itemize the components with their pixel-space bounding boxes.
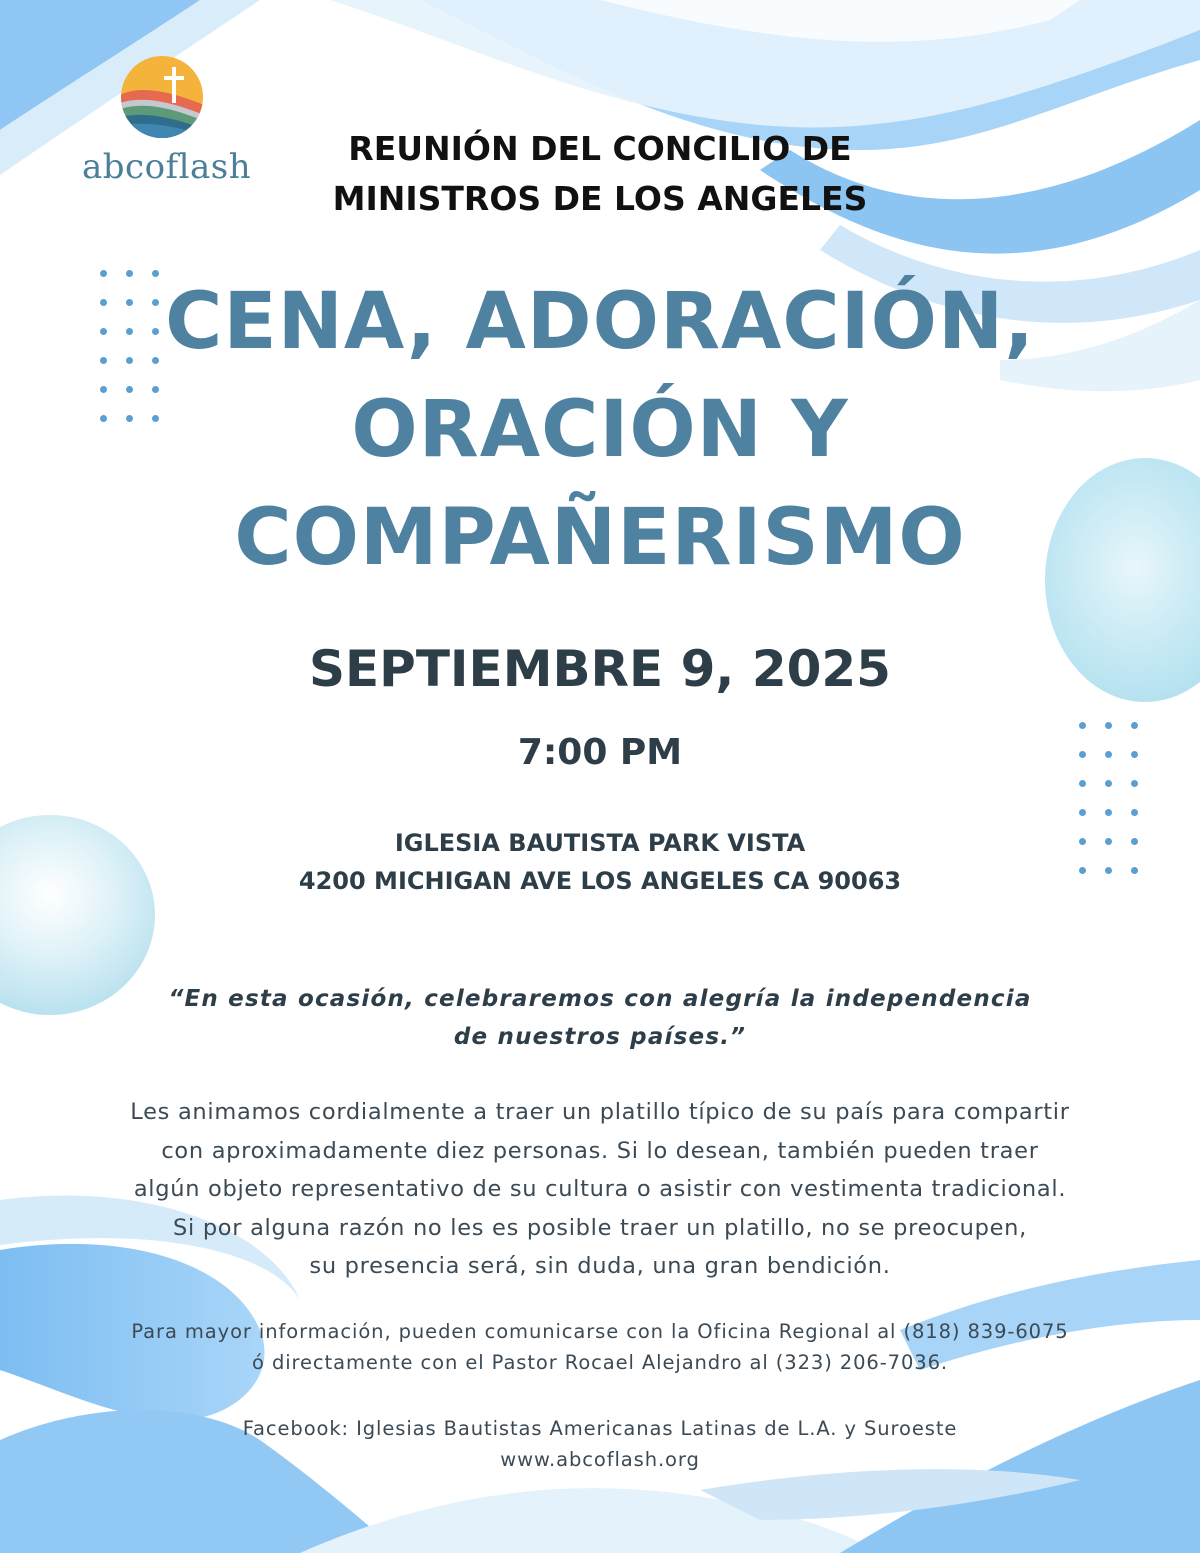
venue-address: 4200 MICHIGAN AVE LOS ANGELES CA 90063 xyxy=(298,867,902,895)
title-line-1: CENA, ADORACIÓN, xyxy=(165,277,1035,367)
event-quote xyxy=(0,980,1200,1056)
body-line-4: Si por alguna razón no les es posible traer un platillo, no se preocupen, xyxy=(173,1214,1027,1241)
body-line-1: Les animamos cordialmente a traer un platillo típico de su país para compartir xyxy=(130,1099,1070,1125)
header-line-1: REUNIÓN DEL CONCILIO DE xyxy=(348,129,852,168)
logo-wordmark: abcoflash xyxy=(82,147,252,187)
invitation-paragraph xyxy=(0,1093,1200,1286)
event-date: SEPTIEMBRE 9, 2025 xyxy=(309,640,891,698)
contact-info xyxy=(0,1316,1200,1378)
event-time: 7:00 PM xyxy=(517,732,683,773)
body-line-2: con aproximadamente diez personas. Si lo desean, también pueden traer xyxy=(161,1137,1039,1164)
facebook-text: Facebook: Iglesias Bautistas Americanas Latinas de L.A. y Suroeste xyxy=(242,1417,958,1440)
contact-line-1: Para mayor información, pueden comunicarse con la Oficina Regional al (818) 839-6075 xyxy=(131,1320,1069,1343)
event-venue xyxy=(0,824,1200,900)
title-line-3: COMPAÑERISMO xyxy=(234,493,966,583)
header-line-2: MINISTROS DE LOS ANGELES xyxy=(332,179,868,218)
contact-line-2: ó directamente con el Pastor Rocael Alejandro al (323) 206-7036. xyxy=(252,1351,948,1374)
title-line-2: ORACIÓN Y xyxy=(351,385,849,475)
quote-line-2: de nuestros países.” xyxy=(453,1024,747,1050)
quote-line-1: “En esta ocasión, celebraremos con alegría la independencia xyxy=(168,986,1032,1012)
body-line-3: algún objeto representativo de su cultura o asistir con vestimenta tradicional. xyxy=(133,1176,1067,1202)
event-title xyxy=(0,268,1200,592)
body-line-5: su presencia será, sin duda, una gran bendición. xyxy=(309,1253,891,1279)
website-link[interactable]: www.abcoflash.org xyxy=(500,1448,700,1471)
venue-name: IGLESIA BAUTISTA PARK VISTA xyxy=(394,829,806,857)
event-header xyxy=(0,124,1200,224)
social-links xyxy=(0,1413,1200,1475)
